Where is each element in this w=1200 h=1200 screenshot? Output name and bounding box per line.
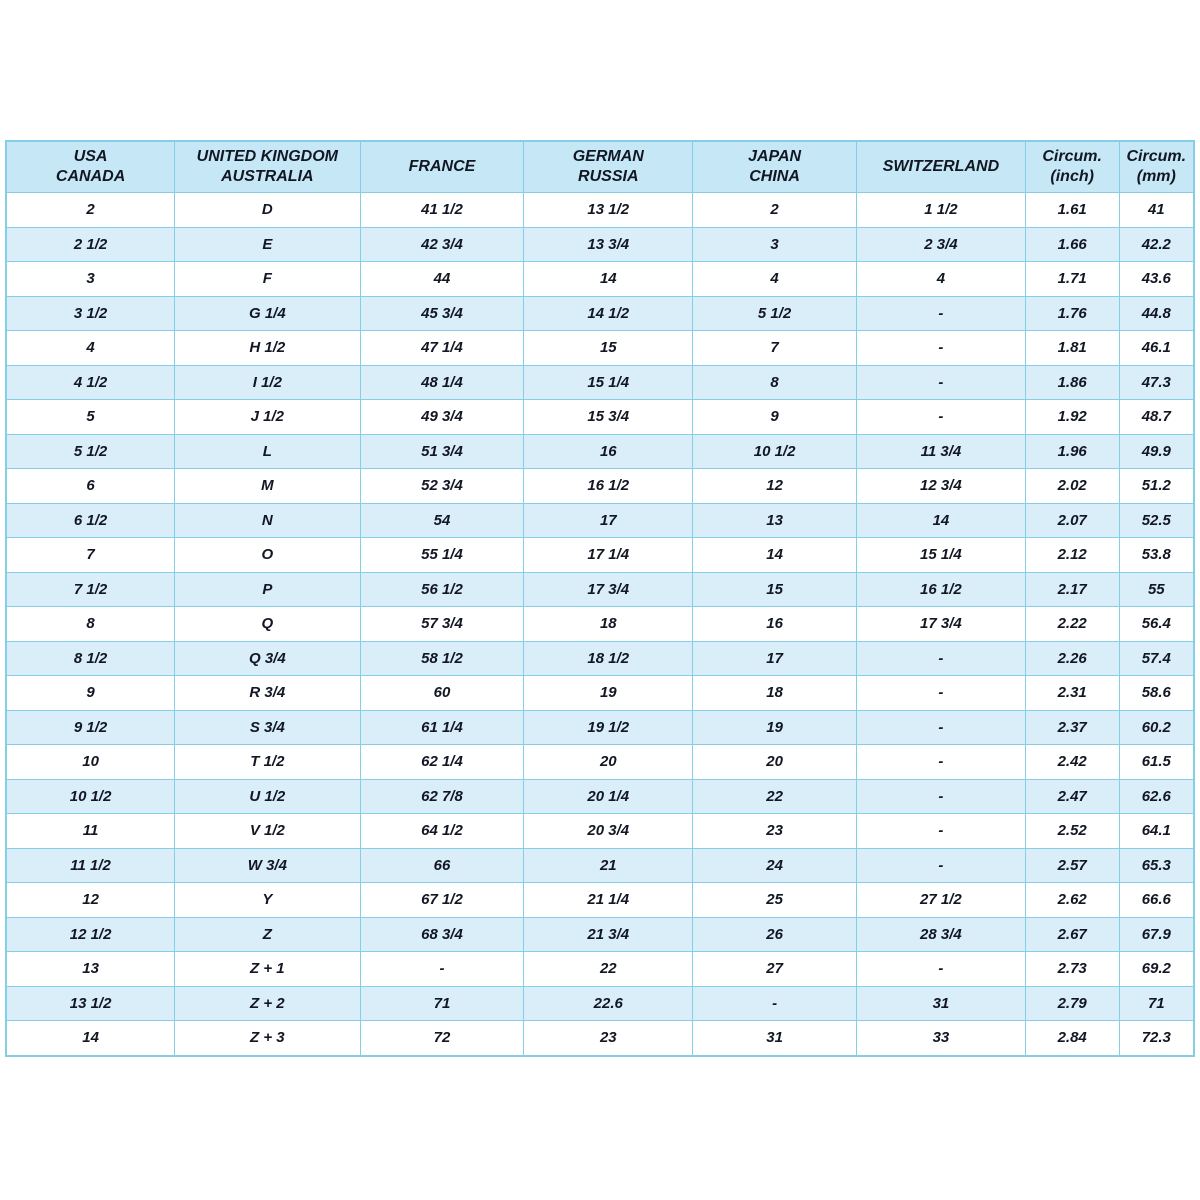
table-cell: 13 <box>6 952 175 987</box>
table-row <box>6 469 1194 504</box>
table-cell: 10 <box>6 745 175 780</box>
table-cell: 31 <box>857 986 1026 1021</box>
table-cell: 33 <box>857 1021 1026 1056</box>
table-cell: 61.5 <box>1119 745 1194 780</box>
table-row <box>6 262 1194 297</box>
table-cell: 7 <box>693 331 857 366</box>
table-cell: 12 <box>693 469 857 504</box>
column-header: USA CANADA <box>6 141 175 193</box>
table-cell: - <box>857 952 1026 987</box>
table-cell: 12 <box>6 883 175 918</box>
table-cell: L <box>175 434 360 469</box>
table-cell: 6 <box>6 469 175 504</box>
table-cell: 21 1/4 <box>524 883 693 918</box>
table-cell: 2.37 <box>1025 710 1119 745</box>
table-cell: 23 <box>524 1021 693 1056</box>
table-cell: 4 <box>693 262 857 297</box>
table-cell: 5 <box>6 400 175 435</box>
table-cell: 9 <box>693 400 857 435</box>
column-header: GERMAN RUSSIA <box>524 141 693 193</box>
table-cell: 42.2 <box>1119 227 1194 262</box>
table-cell: N <box>175 503 360 538</box>
table-cell: 51 3/4 <box>360 434 524 469</box>
table-cell: U 1/2 <box>175 779 360 814</box>
table-cell: 56 1/2 <box>360 572 524 607</box>
table-cell: 21 <box>524 848 693 883</box>
table-cell: 3 <box>6 262 175 297</box>
table-cell: 46.1 <box>1119 331 1194 366</box>
table-cell: 48.7 <box>1119 400 1194 435</box>
table-cell: 54 <box>360 503 524 538</box>
table-cell: 51.2 <box>1119 469 1194 504</box>
table-row <box>6 952 1194 987</box>
table-cell: - <box>857 779 1026 814</box>
ring-size-table <box>5 140 1195 1057</box>
table-cell: 18 <box>693 676 857 711</box>
table-cell: 1 1/2 <box>857 193 1026 228</box>
table-cell: 13 1/2 <box>6 986 175 1021</box>
table-cell: 55 1/4 <box>360 538 524 573</box>
table-cell: - <box>857 400 1026 435</box>
table-cell: 41 <box>1119 193 1194 228</box>
table-cell: 11 <box>6 814 175 849</box>
table-cell: - <box>360 952 524 987</box>
table-cell: 20 1/4 <box>524 779 693 814</box>
table-cell: 17 3/4 <box>857 607 1026 642</box>
table-cell: 57.4 <box>1119 641 1194 676</box>
table-cell: 7 1/2 <box>6 572 175 607</box>
table-cell: Y <box>175 883 360 918</box>
table-cell: Z + 1 <box>175 952 360 987</box>
table-cell: W 3/4 <box>175 848 360 883</box>
table-cell: 8 1/2 <box>6 641 175 676</box>
table-row <box>6 400 1194 435</box>
table-cell: 2.22 <box>1025 607 1119 642</box>
header-row <box>6 141 1194 193</box>
column-header: UNITED KINGDOM AUSTRALIA <box>175 141 360 193</box>
table-cell: I 1/2 <box>175 365 360 400</box>
column-header: FRANCE <box>360 141 524 193</box>
table-cell: 24 <box>693 848 857 883</box>
table-cell: P <box>175 572 360 607</box>
table-cell: 3 1/2 <box>6 296 175 331</box>
table-cell: 64.1 <box>1119 814 1194 849</box>
table-row <box>6 193 1194 228</box>
column-header: SWITZERLAND <box>857 141 1026 193</box>
table-row <box>6 365 1194 400</box>
table-cell: 9 1/2 <box>6 710 175 745</box>
table-cell: 17 <box>693 641 857 676</box>
table-cell: 3 <box>693 227 857 262</box>
table-cell: 42 3/4 <box>360 227 524 262</box>
table-cell: 17 3/4 <box>524 572 693 607</box>
table-cell: 1.81 <box>1025 331 1119 366</box>
table-row <box>6 331 1194 366</box>
table-cell: 5 1/2 <box>693 296 857 331</box>
table-row <box>6 641 1194 676</box>
table-cell: 71 <box>360 986 524 1021</box>
table-cell: 6 1/2 <box>6 503 175 538</box>
table-cell: 15 3/4 <box>524 400 693 435</box>
table-cell: 15 <box>693 572 857 607</box>
table-row <box>6 917 1194 952</box>
table-cell: Q <box>175 607 360 642</box>
table-cell: 1.76 <box>1025 296 1119 331</box>
table-row <box>6 607 1194 642</box>
table-cell: M <box>175 469 360 504</box>
table-cell: 2.12 <box>1025 538 1119 573</box>
table-cell: V 1/2 <box>175 814 360 849</box>
table-cell: R 3/4 <box>175 676 360 711</box>
table-cell: 4 <box>6 331 175 366</box>
table-cell: 47.3 <box>1119 365 1194 400</box>
table-cell: F <box>175 262 360 297</box>
table-cell: 2.31 <box>1025 676 1119 711</box>
table-cell: 44 <box>360 262 524 297</box>
table-row <box>6 296 1194 331</box>
table-cell: 12 1/2 <box>6 917 175 952</box>
table-row <box>6 676 1194 711</box>
table-cell: 2.26 <box>1025 641 1119 676</box>
table-cell: 19 <box>524 676 693 711</box>
table-cell: 20 <box>524 745 693 780</box>
table-cell: 52.5 <box>1119 503 1194 538</box>
table-cell: 26 <box>693 917 857 952</box>
table-cell: 66.6 <box>1119 883 1194 918</box>
table-cell: 2 <box>6 193 175 228</box>
table-cell: 49 3/4 <box>360 400 524 435</box>
table-row <box>6 883 1194 918</box>
table-cell: 2.67 <box>1025 917 1119 952</box>
table-cell: 2.02 <box>1025 469 1119 504</box>
table-row <box>6 814 1194 849</box>
table-cell: 2.52 <box>1025 814 1119 849</box>
table-cell: D <box>175 193 360 228</box>
table-cell: 45 3/4 <box>360 296 524 331</box>
table-cell: 66 <box>360 848 524 883</box>
table-cell: 65.3 <box>1119 848 1194 883</box>
table-cell: 18 <box>524 607 693 642</box>
table-cell: 20 3/4 <box>524 814 693 849</box>
table-cell: 60 <box>360 676 524 711</box>
table-cell: 5 1/2 <box>6 434 175 469</box>
table-cell: - <box>857 814 1026 849</box>
table-cell: 7 <box>6 538 175 573</box>
table-cell: 52 3/4 <box>360 469 524 504</box>
table-cell: 69.2 <box>1119 952 1194 987</box>
table-cell: - <box>857 365 1026 400</box>
table-cell: - <box>857 745 1026 780</box>
table-cell: 14 <box>6 1021 175 1056</box>
table-cell: 19 <box>693 710 857 745</box>
table-row <box>6 710 1194 745</box>
table-cell: 48 1/4 <box>360 365 524 400</box>
table-cell: 11 3/4 <box>857 434 1026 469</box>
table-cell: 1.96 <box>1025 434 1119 469</box>
table-cell: - <box>857 676 1026 711</box>
table-cell: 1.61 <box>1025 193 1119 228</box>
table-cell: 22 <box>693 779 857 814</box>
table-cell: 56.4 <box>1119 607 1194 642</box>
table-cell: 13 3/4 <box>524 227 693 262</box>
table-cell: 14 1/2 <box>524 296 693 331</box>
table-row <box>6 503 1194 538</box>
table-cell: 44.8 <box>1119 296 1194 331</box>
table-row <box>6 1021 1194 1056</box>
table-cell: 2.62 <box>1025 883 1119 918</box>
table-cell: 22.6 <box>524 986 693 1021</box>
table-cell: 58 1/2 <box>360 641 524 676</box>
table-cell: 10 1/2 <box>6 779 175 814</box>
table-cell: - <box>857 641 1026 676</box>
table-cell: 16 1/2 <box>524 469 693 504</box>
table-cell: 11 1/2 <box>6 848 175 883</box>
table-cell: 2.57 <box>1025 848 1119 883</box>
table-cell: 12 3/4 <box>857 469 1026 504</box>
table-cell: Z + 3 <box>175 1021 360 1056</box>
table-cell: 1.66 <box>1025 227 1119 262</box>
table-cell: 31 <box>693 1021 857 1056</box>
table-cell: 15 1/4 <box>857 538 1026 573</box>
table-cell: 1.86 <box>1025 365 1119 400</box>
table-header <box>6 141 1194 193</box>
table-cell: 62.6 <box>1119 779 1194 814</box>
table-cell: 16 1/2 <box>857 572 1026 607</box>
column-header: Circum. (inch) <box>1025 141 1119 193</box>
table-cell: 53.8 <box>1119 538 1194 573</box>
table-cell: 22 <box>524 952 693 987</box>
table-cell: G 1/4 <box>175 296 360 331</box>
table-cell: 19 1/2 <box>524 710 693 745</box>
table-cell: 62 7/8 <box>360 779 524 814</box>
table-row <box>6 572 1194 607</box>
table-cell: - <box>857 710 1026 745</box>
table-cell: 13 1/2 <box>524 193 693 228</box>
table-cell: 61 1/4 <box>360 710 524 745</box>
table-cell: T 1/2 <box>175 745 360 780</box>
table-cell: - <box>693 986 857 1021</box>
table-cell: 67 1/2 <box>360 883 524 918</box>
table-cell: 2.47 <box>1025 779 1119 814</box>
table-cell: 68 3/4 <box>360 917 524 952</box>
table-cell: 43.6 <box>1119 262 1194 297</box>
table-cell: 72.3 <box>1119 1021 1194 1056</box>
table-cell: 14 <box>693 538 857 573</box>
table-cell: 67.9 <box>1119 917 1194 952</box>
table-cell: 23 <box>693 814 857 849</box>
table-cell: 14 <box>524 262 693 297</box>
table-cell: E <box>175 227 360 262</box>
column-header: Circum. (mm) <box>1119 141 1194 193</box>
column-header: JAPAN CHINA <box>693 141 857 193</box>
table-cell: 60.2 <box>1119 710 1194 745</box>
table-cell: 18 1/2 <box>524 641 693 676</box>
table-cell: 15 <box>524 331 693 366</box>
table-cell: 8 <box>6 607 175 642</box>
table-cell: 57 3/4 <box>360 607 524 642</box>
table-cell: 49.9 <box>1119 434 1194 469</box>
table-cell: - <box>857 848 1026 883</box>
table-cell: 58.6 <box>1119 676 1194 711</box>
table-cell: 25 <box>693 883 857 918</box>
table-cell: 2.07 <box>1025 503 1119 538</box>
table-cell: 9 <box>6 676 175 711</box>
table-cell: O <box>175 538 360 573</box>
table-cell: 17 1/4 <box>524 538 693 573</box>
table-cell: 1.92 <box>1025 400 1119 435</box>
table-cell: 14 <box>857 503 1026 538</box>
table-cell: 21 3/4 <box>524 917 693 952</box>
table-row <box>6 779 1194 814</box>
table-cell: 2 1/2 <box>6 227 175 262</box>
table-cell: 8 <box>693 365 857 400</box>
table-row <box>6 434 1194 469</box>
table-cell: J 1/2 <box>175 400 360 435</box>
table-row <box>6 227 1194 262</box>
table-cell: 20 <box>693 745 857 780</box>
table-cell: 55 <box>1119 572 1194 607</box>
table-cell: 71 <box>1119 986 1194 1021</box>
table-cell: 28 3/4 <box>857 917 1026 952</box>
table-cell: 72 <box>360 1021 524 1056</box>
table-cell: Z + 2 <box>175 986 360 1021</box>
table-cell: 47 1/4 <box>360 331 524 366</box>
table-cell: 27 1/2 <box>857 883 1026 918</box>
table-cell: 13 <box>693 503 857 538</box>
table-cell: 4 1/2 <box>6 365 175 400</box>
table-cell: 1.71 <box>1025 262 1119 297</box>
table-cell: Z <box>175 917 360 952</box>
table-cell: 10 1/2 <box>693 434 857 469</box>
table-row <box>6 848 1194 883</box>
table-cell: 62 1/4 <box>360 745 524 780</box>
table-row <box>6 745 1194 780</box>
table-cell: 2.17 <box>1025 572 1119 607</box>
table-cell: H 1/2 <box>175 331 360 366</box>
table-cell: S 3/4 <box>175 710 360 745</box>
table-cell: 64 1/2 <box>360 814 524 849</box>
table-cell: Q 3/4 <box>175 641 360 676</box>
table-body <box>6 193 1194 1056</box>
table-cell: - <box>857 331 1026 366</box>
table-cell: 2.79 <box>1025 986 1119 1021</box>
table-cell: 27 <box>693 952 857 987</box>
table-cell: 2.73 <box>1025 952 1119 987</box>
table-cell: - <box>857 296 1026 331</box>
table-cell: 15 1/4 <box>524 365 693 400</box>
table-row <box>6 986 1194 1021</box>
table-cell: 2 3/4 <box>857 227 1026 262</box>
table-cell: 41 1/2 <box>360 193 524 228</box>
table-cell: 16 <box>524 434 693 469</box>
table-cell: 2.84 <box>1025 1021 1119 1056</box>
table-cell: 2.42 <box>1025 745 1119 780</box>
table-cell: 4 <box>857 262 1026 297</box>
table-cell: 16 <box>693 607 857 642</box>
table-cell: 2 <box>693 193 857 228</box>
table-row <box>6 538 1194 573</box>
table-cell: 17 <box>524 503 693 538</box>
